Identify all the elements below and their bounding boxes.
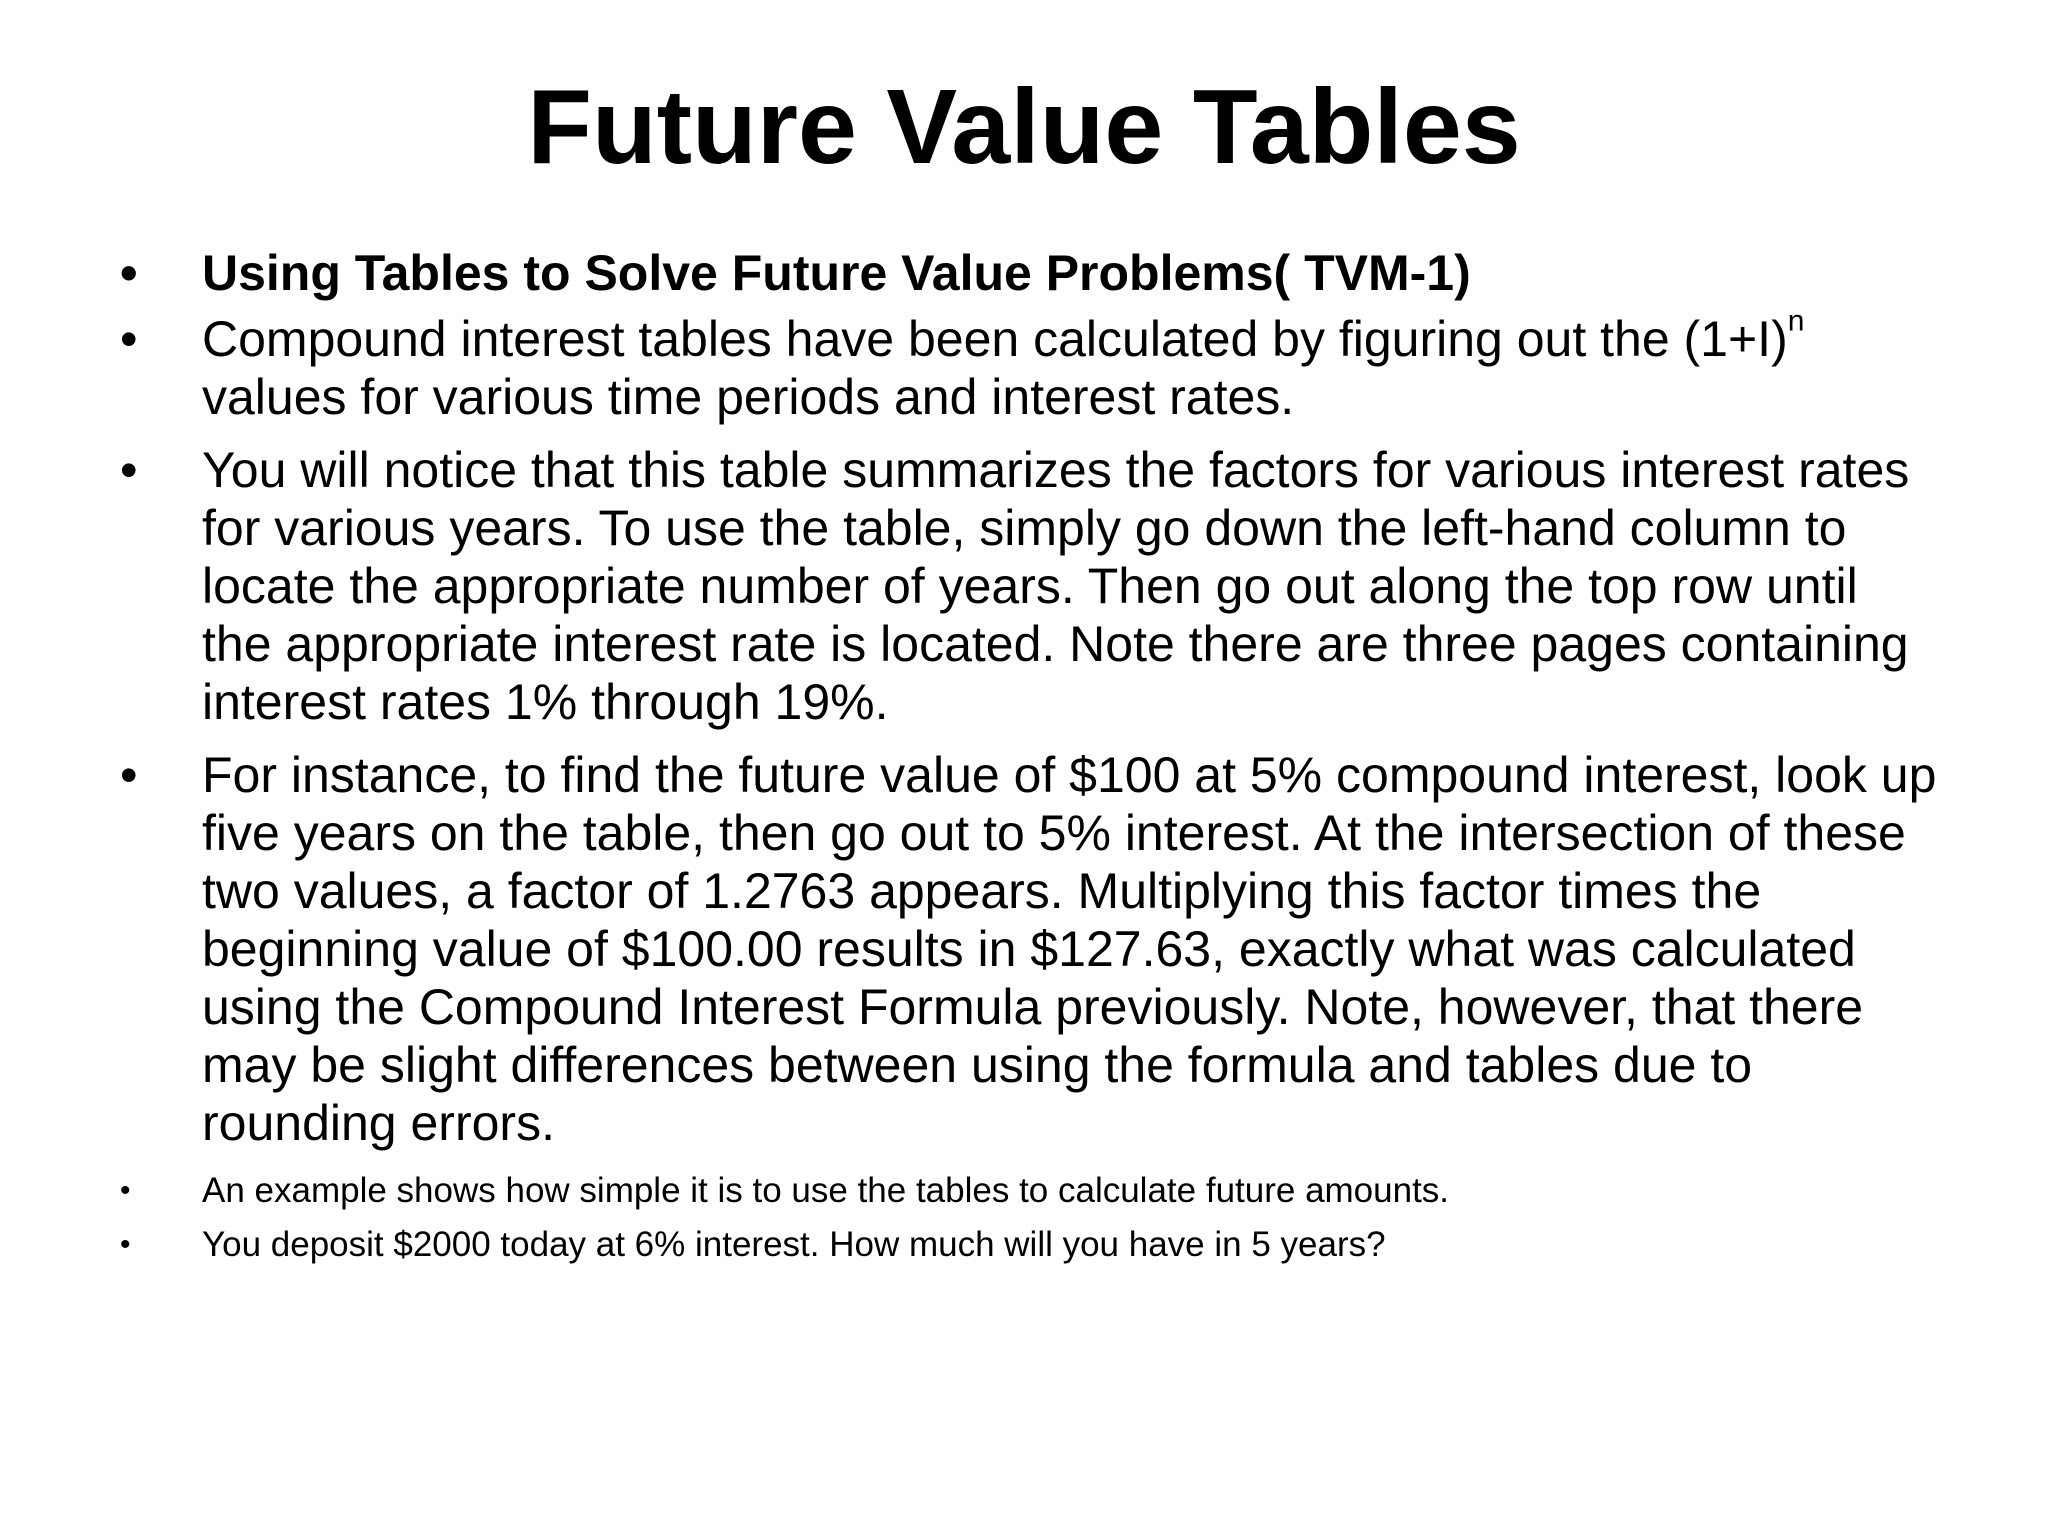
bullet-text: An example shows how simple it is to use the tables to calculate future amounts. [202, 1171, 1450, 1210]
bullet-text: You deposit $2000 today at 6% interest. How much will you have in 5 years? [202, 1225, 1386, 1264]
bullet-text: For instance, to find the future value of $100 at 5% compound interest, look up five years on the table, then go out to 5% interest. At the intersection of these two values, a factor of 1.2763 appears. Multiplying this factor times the beginning value of $100.00 results in $127.63, exactly what was calculated using the Compound Interest Formula previously. Note, however, that there may be slight differences between using the formula and tables due to rounding errors. [202, 747, 1937, 1151]
bullet-item [120, 441, 1940, 731]
slide-title: Future Value Tables [527, 68, 1521, 186]
bullet-text: You will notice that this table summarizes the factors for various interest rates for various years. To use the table, simply go down the left-hand column to locate the appropriate number of years. Then go out along the top row until the appropriate interest rate is located. Note there are three pages containing interest rates 1% through 19%. [202, 442, 1910, 730]
bullet-list [120, 244, 1940, 1275]
bullet-dot-icon: • [120, 747, 138, 803]
bullet-item [120, 1221, 1940, 1269]
bullet-dot-icon: • [120, 245, 138, 301]
bullet-text: Compound interest tables have been calculated by figuring out the (1+I) [202, 311, 1788, 367]
exponent-superscript: n [1787, 304, 1805, 338]
bullet-item [120, 746, 1940, 1152]
bullet-dot-icon: • [120, 442, 138, 498]
bullet-item [120, 1167, 1940, 1215]
bullet-text: Using Tables to Solve Future Value Problems( TVM-1) [202, 245, 1471, 301]
bullet-dot-icon: • [120, 1228, 131, 1261]
bullet-item [120, 244, 1940, 302]
bullet-item [120, 304, 1940, 426]
bullet-dot-icon: • [120, 311, 138, 367]
bullet-text-continued: values for various time periods and interest rates. [202, 369, 1295, 425]
bullet-dot-icon: • [120, 1174, 131, 1207]
